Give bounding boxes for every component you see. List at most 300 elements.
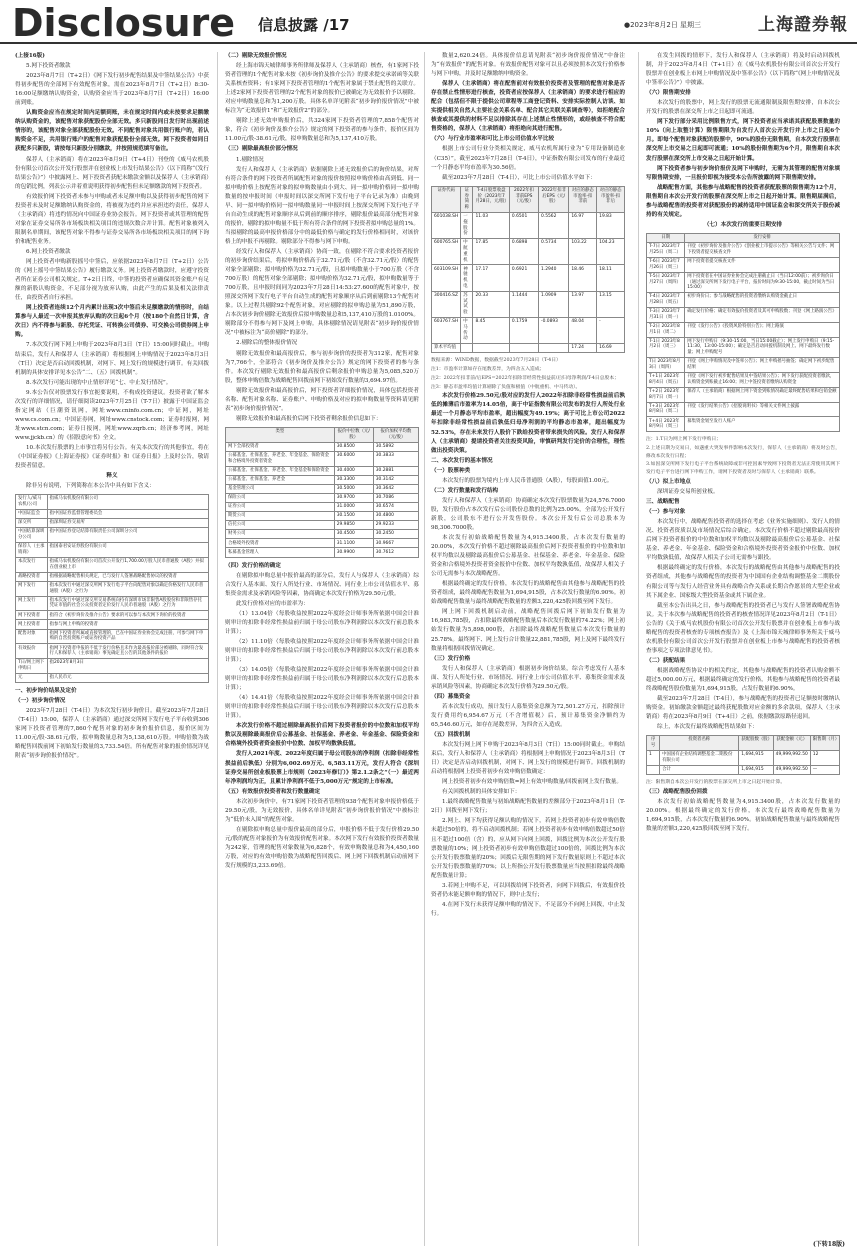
table-cell: 600765.SH	[432, 239, 461, 265]
table-header-cell: 证券简称	[461, 186, 473, 212]
table-cell: 8.45	[473, 317, 509, 343]
subsection-heading: （三）战略配售股份回拨	[646, 788, 708, 795]
table-cell: 指本次发行中通过深交所交易系统向持有深圳市场非限售A股股份和非限售存托凭证市值的社会公众投资者定价发行人民币普通股（A股）之行为	[47, 596, 208, 611]
table-cell: 1.2940	[539, 265, 569, 291]
paragraph: 战略配售方面，其他参与战略配售的投资者获配股票的限售期为12个月，限售期自本次公开发行的股票在深交所上市之日起开始计算。限售期届满后，参与战略配售的投资者对获配股份的减持适用中国证监会和深交所关于股份减持的有关规定。	[646, 184, 840, 218]
paragraph: （1）13.04倍（每股收益按照2022年度经会计师事务所依据中国会计准则审计的扣除非经常性损益前归属于母公司股东净利润除以本次发行前总股本计算）；	[225, 610, 419, 635]
table-cell	[647, 765, 660, 774]
table-row	[226, 512, 419, 521]
definitions-heading: 释义	[106, 473, 118, 480]
column-4	[646, 52, 840, 1246]
continuation-note: (上接16版)	[15, 53, 45, 59]
table-cell: T+3日 2023年8月8日（周二）	[647, 402, 685, 417]
table-header-cell: 2022年扣非前EPS（元/股）	[509, 186, 538, 212]
table-cell: 公募基金、社保基金、养老金、年金基金、保险资金和合格境外投资者资金	[226, 451, 335, 466]
table-row	[16, 510, 209, 519]
paragraph: 根据上市公司行业分类相关规定，威马农机所属行业为“专用设备制造业（C35）”。截至2023年7月28日（T-4日），中证指数有限公司发布的行业最近一个月静态平均市盈率为30.56倍。	[431, 146, 625, 171]
table-cell: 30.6574	[373, 502, 418, 511]
table-cell: 指2023年8月3日	[47, 659, 208, 674]
table-row	[16, 659, 209, 674]
table-cell: 30.7612	[373, 548, 418, 557]
table-cell: 31.1100	[334, 539, 373, 548]
table-row	[226, 451, 419, 466]
table-cell: 中航重机	[461, 239, 473, 265]
table-note: 注3：静态市盈率均值计算剔除了负值和极值（中航重机、中马传动）。	[431, 384, 581, 390]
table-cell: 保荐人（主承销商）根据网上网下资金到账情况确定最终配售结果和包销金额	[685, 387, 840, 402]
paragraph: 综上，本次发行最终战略配售结果如下：	[657, 724, 758, 731]
table-cell: -0.0893	[539, 317, 569, 343]
table-note: 注2：2022年扣非前/后EPS=2022年扣除非经常性损益前/后归母净利润/T-4日总股本；	[431, 375, 619, 381]
table-cell: 指本次发行中通过深交所网下发行电子平台向配售对象以确定价格发行人民币普通股（A股）之行为	[47, 581, 208, 596]
table-cell: 指人民币元	[47, 673, 208, 682]
table-cell: T-3日 2023年7月31日（周一）	[647, 307, 685, 322]
table-row	[226, 548, 419, 557]
table-cell: 指中国证券监督管理委员会	[47, 510, 208, 519]
table-header-cell: 投资者名称	[660, 736, 739, 751]
paragraph: 1.最终战略配售数量与初始战略配售数量的差额部分于2023年8月1日（T-2日）回拨至网下发行；	[431, 799, 625, 815]
table-cell: 30.2450	[373, 530, 418, 539]
column-divider	[217, 52, 218, 1246]
table-row	[647, 257, 840, 272]
paragraph: 2023年8月7日（T+2日）《网下发行初步配售结果及中签结果公告》中获得初步配售的全部网下有效配售对象，需在2023年8月7日（T+2日）8:30-16:00足额缴纳认购资金，认购资金应当于2023年8月7日（T+2日）16:00前到账。	[15, 73, 209, 107]
table-row	[16, 581, 209, 596]
table-row	[16, 673, 209, 682]
paragraph: 根据最终确定的发行价格，本次发行的战略配售由其他参与战略配售的投资者组成，最终战略配售数量为1,694,915股，占本次发行数量的6.90%。初始战略配售数量与最终战略配售数量的差额3,220,425股回拨至网下发行。	[431, 581, 625, 606]
table-row	[16, 519, 209, 528]
paragraph: 若本次发行成功，预计发行人募集资金总额为72,501.27万元，扣除预计发行费用约6,954.67万元（不含增值税）后，预计募集资金净额约为65,546.60万元，如存在尾数差异，为四舍五入造成。	[431, 703, 625, 728]
subsection-heading: （八）拟上市地点	[646, 479, 691, 485]
table-row	[226, 502, 419, 511]
table-cell: 16.69	[597, 344, 625, 353]
table-row	[16, 644, 209, 659]
paragraph: 网下发行部分采用比例限售方式，网下投资者应当承诺其获配股票数量的10%（向上取整计算）限售期限为自发行人首次公开发行并上市之日起6个月。即每个配售对象获配的股票中，90%的股份无限售期，自本次发行股票在深交所上市交易之日起即可流通；10%的股份限售期为6个月，限售期自本次发行股票在深交所上市交易之日起开始计算。	[646, 119, 840, 162]
table-header-cell: 序号	[647, 736, 660, 751]
table-cell: 30.5000	[334, 484, 373, 493]
table-cell: 指根据战略配售相关规定，已与发行人签署战略配售协议的投资者	[47, 572, 208, 581]
table-row	[226, 539, 419, 548]
table-row	[432, 291, 625, 317]
paragraph: 本次发行中，战略配售投资者的选择在考虑《业务实施细则》、发行人的情况、投资者资质以及市场情况后综合确定。本次发行价格不超过剔除最高报价后网下投资者报价的中位数和加权平均数以及剔除最高报价后公募基金、社保基金、养老金、年金基金、保险资金和合格境外投资者资金报价中位数、加权平均数孰低值，故保荐人相关子公司无需参与跟投。	[646, 519, 840, 562]
table-cell: T-2日 2023年8月1日（周二）	[647, 322, 685, 337]
table-cell: 网下发行	[16, 581, 48, 596]
table-cell	[461, 344, 473, 353]
table-cell: 网下发行申购日（9:30-15:00，当日15:00截止）；网上发行申购日（9:15-11:30，13:00-15:00）；确定是否启动回拨机制及网上、网下最终发行数量；网上申购配号	[685, 337, 840, 358]
table-cell: 30.3642	[373, 484, 418, 493]
table-cell: 公募基金、社保基金、养老金、年金基金和保险资金	[226, 466, 335, 475]
table-row	[16, 611, 209, 620]
table-row	[647, 322, 840, 337]
table-cell: T-5日 2023年7月27日（周四）	[647, 272, 685, 293]
table-row	[647, 372, 840, 387]
table-cell: 0.6898	[509, 239, 538, 265]
table-note: 3.如因深交所网下发行电子平台系统故障或非可控因素导致网下投资者无法正常使用其网下发行电子平台进行网下申购工作，请网下投资者及时与保荐人（主承销商）联系。	[646, 462, 840, 476]
table-cell: 刊登《网下发行初步配售结果及中签结果公告》；网下发行获配投资者缴款，认购资金到账截止16:00；网上中签投资者缴纳认购资金	[685, 372, 840, 387]
table-cell: 中国国有企业结构调整基金二期股份有限公司	[660, 751, 739, 766]
paragraph: 本次发行初始战略配售数量为4,915.3400股，占本次发行数量的20.00%，本次发行价格不超过剔除最高报价后网下投资者报价的中位数和加权平均数以及剔除最高报价后公募基金、社保基金、养老金、年金基金、保险资金和合格境外投资者资金报价中位数、加权平均数孰低值，故保荐人相关子公司无需参与本次战略配售。	[431, 535, 625, 578]
paragraph: 6.网上投资者缴款	[26, 248, 71, 255]
paragraph: （4）14.41倍（每股收益按照2022年度经会计师事务所依据中国会计准则审计的扣除非经常性损益后归属于母公司股东净利润除以本次发行后总股本计算）。	[225, 695, 419, 720]
table-row	[226, 530, 419, 539]
table-cell: 1	[647, 751, 660, 766]
subsection-heading: （三）发行价格	[431, 655, 471, 662]
table-cell: 30.9900	[334, 548, 373, 557]
table-row-average	[432, 344, 625, 353]
paragraph: 本次发行价格29.50元/股对应的发行人2022年扣除非经常性损益前后孰低的摊薄后市盈率为14.05倍，高于中证指数有限公司发布的发行人所处行业最近一个月静态平均市盈率，超出幅度为49.19%；高于可比上市公司2022年扣除非经常性损益前后孰低归母净利润的平均静态市盈率，超出幅度为52.53%，存在未来发行人股价下跌给投资者带来损失的风险。发行人和保荐人（主承销商）提请投资者关注投资风险，审慎研判发行定价的合理性，理性做出投资决策。	[431, 393, 625, 454]
table-cell: 网上投资者	[16, 620, 48, 629]
table-cell	[539, 344, 569, 353]
table-cell: 30.6000	[334, 451, 373, 466]
table-cell: 30.9700	[334, 493, 373, 502]
table-row	[16, 495, 209, 510]
table-cell: 指深圳证券交易所	[47, 519, 208, 528]
table-cell: 11.03	[473, 212, 509, 238]
paragraph: 在发生回拨的情形下，发行人和保荐人（主承销商）将及时启动回拨机制，并于2023年8月4日（T+1日）在《威马农机股份有限公司首次公开发行股票并在创业板上市网上申购情况及中签率公告》（以下简称“《网上申购情况及中签率公告》”）中披露。	[646, 53, 840, 87]
table-row	[647, 272, 840, 293]
table-row	[647, 387, 840, 402]
paragraph: 截至2023年7月28日（T-4日），可比上市公司估值水平如下：	[442, 174, 596, 181]
table-cell: 16.97	[569, 212, 597, 238]
definitions-table	[15, 494, 209, 683]
table-cell: 指威马农机股份有限公司首次公开发行1,700.00万股人民币普通股（A股）并拟在创业板上市	[47, 557, 208, 572]
table-cell: 中马传动	[461, 317, 473, 343]
table-cell: 合格境外投资者	[226, 539, 335, 548]
paragraph: 3.若网上申购不足，可以回拨给网下投资者，向网下回拨后，有效报价投资者仍未能足额申购的情况下，则中止发行；	[431, 882, 625, 898]
table-cell: 18.11	[597, 265, 625, 291]
table-cell: 刊登《发行公告》《投资风险特别公告》；网上路演	[685, 322, 840, 337]
table-cell: 证券公司	[226, 502, 335, 511]
table-cell: 30.3300	[334, 475, 373, 484]
table-row	[647, 751, 840, 766]
table-cell: 601038.SH	[432, 212, 461, 238]
table-cell: 期货公司	[226, 512, 335, 521]
paragraph: 9.本公告仅对股票发行事宜扼要说明，不构成投资建议。投资者欲了解本次发行的详细情况，请仔细阅读2023年7月25日（T-7日）披露于中国证监会指定网站（巨潮资讯网，网址www.cninfo.com.cn；中证网，网址www.cs.com.cn；中国证券网，网址www.cnstock.com；证券时报网，网址www.stcn.com；证券日报网，网址www.zqrb.cn；经济参考网，网址www.jjckb.cn）的《招股意向书》全文。	[15, 389, 209, 441]
table-cell: 元	[16, 673, 48, 682]
table-cell: 20.33	[473, 291, 509, 317]
dateline: ●2023年8月2日 星期三	[624, 21, 702, 29]
table-cell: 17.85	[473, 239, 509, 265]
table-cell: 29.9850	[334, 521, 373, 530]
table-cell: 30.2881	[373, 466, 418, 475]
table-cell: 指参与网上申购的投资者	[47, 620, 208, 629]
table-cell: 31.0000	[334, 502, 373, 511]
table-row	[16, 572, 209, 581]
table-row	[647, 293, 840, 308]
section-heading: 三、战略配售	[646, 499, 680, 506]
table-cell: T-4日 2023年7月28日（周五）	[647, 293, 685, 308]
paragraph: 发行人2021年度、2022年度归属于母公司股东的净利润（扣除非经常性损益前后孰低）分别为6,002.69万元、6,583.11万元，发行人符合《深圳证券交易所创业板股票上市规则（2023年修订）》第2.1.2条之“（一）最近两年净利润均为正，且累计净利润不低于5,000万元”规定的上市标准。	[225, 751, 419, 785]
table-cell	[509, 344, 538, 353]
paragraph: 发行人和保荐人（主承销商）根据初步询价结果，综合考虑发行人基本面、发行人所处行业、市场情况、同行业上市公司估值水平、募集资金需求及承销风险等因素，协商确定本次发行价格为29.50元/股。	[431, 665, 625, 690]
table-cell: 603109.SH	[432, 265, 461, 291]
schedule-table	[646, 233, 840, 432]
paragraph: 网上投资者连续12个月内累计出现3次中签后未足额缴款的情形时，自结算参与人最近一次申报其放弃认购的次日起6个月（按180个自然日计算，含次日）内不得参与新股、存托凭证、可转换公司债券、可交换公司债券网上申购。	[15, 305, 209, 339]
table-row	[647, 417, 840, 432]
table-cell: 初步询价日；参与战略配售的投资者缴纳认购资金截止日	[685, 293, 840, 308]
table-cell: 中国结算深圳分公司	[16, 528, 48, 543]
paragraph: 在剔除拟申购总量中报价最高的部分后，申报价格不低于发行价格29.50元/股的配售对象报价为有效报价配售对象。本次网下发行有效报价投资者数量为242家，管理的配售对象数量为6,828个，有效申购数量总和为4,450,160万股，对应的有效申购倍数为战略配售回拨后、网上网下回拨机制启动前网下发行规模的3,233.69倍。	[225, 826, 419, 870]
table-cell: 1.0909	[539, 291, 569, 317]
table-cell: 网下投资者在中国证券业协会完成注册截止日（当日12:00前）；初步询价日（通过深交所网下发行电子平台，报价时间为9:30-15:00，截止时间为当日15:00）	[685, 272, 840, 293]
table-row	[647, 337, 840, 358]
table-header-cell: 对应的静态市盈率-扣非前	[569, 186, 597, 212]
table-cell: 13.15	[597, 291, 625, 317]
table-row	[16, 620, 209, 629]
subsection-heading: （二）发行数量和发行结构	[431, 487, 499, 494]
paragraph: 本次发行初始战略配售数量为4,915.3400股，占本次发行数量的20.00%。根据最终确定的发行价格，本次发行最终战略配售数量为1,694,915股，占本次发行数量的6.90%。初始战略配售数量与最终战略配售数量的差额3,220,425股回拨至网下发行。	[646, 798, 840, 832]
paragraph: （3）14.05倍（每股收益按照2022年度经会计师事务所依据中国会计准则审计的扣除非经常性损益前归属于母公司股东净利润除以本次发行后总股本计算）；	[225, 667, 419, 692]
table-cell: 战略投资者	[16, 572, 48, 581]
table-row	[647, 242, 840, 257]
table-row	[647, 358, 840, 373]
table-row	[432, 317, 625, 343]
table-cell: 18.46	[569, 265, 597, 291]
table-cell: 103.22	[569, 239, 597, 265]
table-cell: 私募基金管理人	[226, 548, 335, 557]
table-cell: 13.97	[569, 291, 597, 317]
paragraph: 有关回拨机制的具体安排如下：	[442, 789, 521, 796]
table-cell: 合计	[660, 765, 739, 774]
table-cell: 指符合《初步询价及推介公告》要求的可以参与本次网下询价的投资者	[47, 611, 208, 620]
table-header-cell: 报价中位数（元/股）	[334, 427, 373, 442]
paragraph: （2）11.10倍（每股收益按照2022年度经会计师事务所依据中国会计准则审计的扣除非经常性损益后归属于母公司股东净利润除以本次发行前总股本计算）；	[225, 638, 419, 663]
table-cell: 49,999,992.50	[773, 765, 810, 774]
comparable-companies-table	[431, 186, 625, 354]
newspaper-logo: 上海證券報	[758, 15, 848, 35]
table-row	[432, 265, 625, 291]
table-cell: T日/网上网下申购日	[16, 659, 48, 674]
paragraph: 网上投资者申购新股摇号中签后，应依据2023年8月7日（T+2日）公告的《网上摇号中签结果公告》履行缴款义务。网上投资者缴款时，应遵守投资者所在证券公司相关规定。T+2日日终，中签的投资者应确保其资金账户有足额的新股认购资金，不足部分视为放弃认购，由此产生的后果及相关法律责任，由投资者自行承担。	[15, 259, 209, 302]
subsection-heading: （六）与行业市盈率和可比上市公司估值水平比较	[431, 136, 555, 143]
table-cell: T+1日 2023年8月4日（周五）	[647, 372, 685, 387]
table-header-cell: 证券代码	[432, 186, 461, 212]
column-3	[431, 52, 625, 1246]
table-row	[226, 484, 419, 493]
table-row	[647, 765, 840, 774]
table-note: 注：限售期自本次公开发行的股票在深交所上市之日起开始计算。	[646, 779, 786, 785]
table-cell: 30.9667	[373, 539, 418, 548]
table-note: 注：1.T日为网上网下发行申购日；	[646, 437, 721, 443]
paragraph: 除非另有说明，下列简称在本公告中具有如下含义：	[26, 483, 155, 490]
subsection-heading: （三）剔除最高报价部分情况	[225, 146, 298, 153]
table-cell: 神驰机电	[461, 265, 473, 291]
table-cell: 17.17	[473, 265, 509, 291]
table-cell: 48.04	[569, 317, 597, 343]
subsection-heading: （四）募集资金	[431, 693, 471, 700]
paragraph: 剔除无效报价和最高报价后，参与初步询价的投资者为312家，配售对象为7,766个，全部符合《初步询价及推介公告》规定的网下投资者的参与条件。本次发行剔除无效报价和最高报价后剩余报价申购总量为5,085,520万股，整体申购倍数为战略配售回拨前网下初始发行数量的3,694.97倍。	[225, 350, 419, 384]
table-header-cell: 日期	[647, 233, 685, 242]
table-cell: —	[810, 765, 839, 774]
table-cell: 一拖股份	[461, 212, 473, 238]
paragraph: 在剔除拟申购总量中报价最高的部分后，发行人与保荐人（主承销商）综合发行人基本面、发行人所处行业、市场情况、同行业上市公司估值水平、募集资金需求及承销风险等因素，协商确定本次发行价格为29.50元/股。	[225, 572, 419, 597]
table-row	[226, 521, 419, 530]
paragraph: 网上投资者初步有效申购倍数=网上有效申购数量/回拨前网上发行数量。	[442, 779, 622, 786]
table-cell: 0.6501	[509, 212, 538, 238]
section-heading: 二、本次发行的基本情况	[431, 457, 493, 464]
table-cell: 公募基金、社保基金、养老金	[226, 475, 335, 484]
table-cell	[473, 344, 509, 353]
table-header-cell: 类型	[226, 427, 335, 442]
table-cell: 30.8500	[334, 442, 373, 451]
table-cell: 指国泰君安证券股份有限公司	[47, 543, 208, 558]
subsection-heading: （一）参与对象	[646, 509, 686, 516]
table-row	[226, 466, 419, 475]
table-row	[16, 629, 209, 644]
table-cell: 30.1500	[334, 512, 373, 521]
paragraph: 本次发行网上网下申购于2023年8月3日（T日）15:00同时截止。申购结束后，发行人和保荐人（主承销商）将根据网上申购情况于2023年8月3日（T日）决定是否启动回拨机制，对网下、网上发行的规模进行调节。回拨机制的启动将根据网上投资者初步有效申购倍数确定：	[431, 742, 625, 776]
table-cell: 苏试试验	[461, 291, 473, 317]
table-cell: 指中国证券登记结算有限责任公司深圳分公司	[47, 528, 208, 543]
table-row	[226, 442, 419, 451]
paragraph: 网下投资者参与初步询价报价及网下申购时，无需为其管理的配售对象填写限售期安排，一旦报价即视为接受本公告所披露的网下限售期安排。	[646, 165, 840, 181]
table-row	[226, 493, 419, 502]
paragraph: 本次发行的股票为境内上市人民币普通股（A股），每股面值1.00元。	[442, 477, 613, 484]
paragraph: 根据最终确定的发行价格，本次发行的战略配售由其他参与战略配售的投资者组成，其他参与战略配售的投资者为中国国有企业结构调整基金二期股份有限公司等与发行人经营业务具有战略合作关系或长期合作愿景的大型企业或其下属企业、国家级大型投资基金或其下属企业。	[646, 565, 840, 599]
table-cell: 603767.SH	[432, 317, 461, 343]
table-header-cell: 对应的静态市盈率-扣非后	[597, 186, 625, 212]
table-cell: T日 2023年8月3日（周四）	[647, 358, 685, 373]
table-row	[16, 528, 209, 543]
table-cell: 刊登《发行结果公告》《招股说明书》等相关文件网上披露	[685, 402, 840, 417]
paragraph: 剔除上述无效申购报价后，共324家网下投资者管理的7,858个配售对象，符合《初步询价及推介公告》规定的网下投资者的参与条件，报价区间为11.00元/股-38.61元/股，拟申购数量总和为5,137,410万股。	[225, 118, 419, 143]
paragraph: 有效报价网下投资者未参与申购或者未足额申购以及获得初步配售的网下投资者未及时足额缴纳认购资金的，将被视为违约并应承担违约责任，保荐人（主承销商）将违约情况向中国证券业协会报告。网下投资者或其管理的配售对象在证券交易所各市场板块相关项目的违规次数合并计算。配售对象被列入限制名单期间，该配售对象不得参与证券交易所各市场板块相关项目的网下询价和配售业务。	[15, 193, 209, 245]
paragraph: 截至本公告出具之日，参与战略配售的投资者已与发行人签署战略配售协议。关于本次参与战略配售的投资者的核查情况详见2023年8月2日（T-1日）公告的《关于威马农机股份有限公司首次公开发行股票并在创业板上市参与战略配售的投资者核查的专项核查报告》及《上海市锦天城律师事务所关于威马农机股份有限公司首次公开发行股票并在创业板上市参与战略配售的投资者核查事项之专项法律意见书》。	[646, 602, 840, 654]
table-cell: 0.5734	[539, 239, 569, 265]
table-cell: 深交所	[16, 519, 48, 528]
table-cell: 网上发行	[16, 596, 48, 611]
table-note: 2.上述日期为交易日，如遇重大突发事件影响本次发行，保荐人（主承销商）将及时公告，修改本次发行日程；	[646, 445, 840, 459]
table-header-cell: 2022年扣非后EPS（元/股）	[539, 186, 569, 212]
table-cell: 发行人/威马农机/公司	[16, 495, 48, 510]
paragraph: 剔除无效报价和最高报价后网下投资者剩余报价信息如下：	[236, 415, 382, 422]
table-cell: T+2日 2023年8月7日（周一）	[647, 387, 685, 402]
table-cell: 30.4500	[334, 530, 373, 539]
table-header-cell: T-4日股票收盘价（2023年7月28日，元/股）	[473, 186, 509, 212]
table-cell: T-6日 2023年7月26日（周三）	[647, 257, 685, 272]
table-header-cell: 发行安排	[685, 233, 840, 242]
table-cell: 财务公司	[226, 530, 335, 539]
table-cell: 有效报价	[16, 644, 48, 659]
table-header-cell: 获配金额（元）	[773, 736, 810, 751]
table-row	[647, 307, 840, 322]
subsection-heading: （四）发行价格的确定	[225, 562, 281, 569]
table-cell: 募集资金划至发行人账户	[685, 417, 840, 432]
table-row	[432, 212, 625, 238]
table-header-cell: 获配股数（股）	[739, 736, 773, 751]
table-cell: 刊登《网上申购情况及中签率公告》；网上申购摇号抽签；确定网下初步配售结果	[685, 358, 840, 373]
table-cell: 本次发行	[16, 557, 48, 572]
table-cell: 信托公司	[226, 521, 335, 530]
table-cell: 指网下投资者申报的不低于发行价格且未作为最高报价部分被剔除，同时符合发行人和保荐人（主承销商）事先确定且公告的其他条件的报价	[47, 644, 208, 659]
paragraph: 1.剔除情况	[236, 156, 264, 163]
table-note: 注1：市盈率计算如存在尾数差异，为四舍五入造成；	[431, 367, 545, 373]
paragraph: 2023年7月28日（T-4日）为本次发行初步询价日。截至2023年7月28日（T-4日）15:00，保荐人（主承销商）通过深交所网下发行电子平台收到306家网下投资者管理的7,860个配售对象的初步询价报价信息，报价区间为11.00元/股-38.61元/股，拟申购数量总和为5,138,610万股。申购倍数为战略配售回拨前网下初始发行数量的3,733.54倍。所有配售对象的报价情况详见附表“初步询价报价情况”。	[15, 708, 209, 760]
subsection-heading: （一）股票种类	[431, 467, 471, 474]
table-row	[16, 596, 209, 611]
subsection-heading: （五）有效报价投资者和发行数量确定	[225, 788, 321, 795]
paragraph: 发行人和保荐人（主承销商）协商确定本次发行股票数量为24,576.7000股，发行股份占本次发行后公司股份总数的比例为25.00%，全部为公开发行新股，公司股东不进行公开发售股份。本次公开发行后公司总股本为98,306.7000股。	[431, 497, 625, 531]
table-cell: 网下投资者提交核查文件	[685, 257, 840, 272]
table-cell: -	[597, 317, 625, 343]
paragraph: 2.网上、网下均获得足额认购的情况下，若网上投资者初步有效申购倍数未超过50倍的，将不启动回拨机制；若网上投资者初步有效申购倍数超过50倍且不超过100倍（含）的，应从网下向网上回拨，回拨比例为本次公开发行股票数量的10%；网上投资者初步有效申购倍数超过100倍的，回拨比例为本次公开发行股票数量的20%；回拨后无限售期的网下发行数量原则上不超过本次公开发行股票数量的70%；以上所指公开发行股票数量应当按照扣除最终战略配售数量计算；	[431, 818, 625, 879]
table-cell: 104.23	[597, 239, 625, 265]
table-cell: 网下投资者	[16, 611, 48, 620]
table-row	[226, 475, 419, 484]
paragraph: 7.本次发行网下网上申购于2023年8月3日（T日）15:00同时截止。申购结束后，发行人和保荐人（主承销商）将根据网上申购情况于2023年8月3日（T日）决定是否启动回拨机制，对网下、网上发行的规模进行调节。有关回拨机制的具体安排详见本公告“二、（五）回拨机制”。	[15, 342, 209, 376]
table-cell: 30.4800	[373, 512, 418, 521]
table-cell: 19.83	[597, 212, 625, 238]
table-header-cell: 限售期（月）	[810, 736, 839, 751]
table-cell: 17.24	[569, 344, 597, 353]
paragraph: 2.剔除后的整体报价情况	[236, 340, 298, 347]
subsection-heading: （七）本次发行的重要日期安排	[703, 221, 783, 228]
column-divider	[424, 52, 425, 1246]
table-row	[16, 557, 209, 572]
table-cell: 30.7086	[373, 493, 418, 502]
paragraph: 经发行人和保荐人（主承销商）协商一致，在剔除不符合要求投资者报价的初步询价结果后，将拟申购价格高于32.71元/股（不含32.71元/股）的配售对象全部剔除；拟申购价格为32.71元/股，且拟申购数量小于700万股（不含700万股）的配售对象全部剔除；拟申购价格为32.71元/股，拟申购数量等于700万股，且申报时间同为2023年7月28日14:53:27.600的配售对象中，按照深交所网下发行电子平台自动生成的配售对象顺序从后到前剔除13个配售对象。以上过程共剔除92个配售对象，对应剔除的拟申购总量为51,890万股，占本次初步询价剔除无效报价后拟申购数量总和5,137,410万股的1.0100%。剔除部分不得参与网下及网上申购。具体剔除情况请见附表“初步询价报价情况”中被标注为“高价剔除”的部分。	[225, 248, 419, 337]
table-cell: 算术平均值	[432, 344, 461, 353]
paragraph: 本次初步询价中，有71家网下投资者管理的938个配售对象申报价格低于29.50元/股，为无效报价，具体名单详见附表“初步询价报价情况”中被标注为“低价未入围”的配售对象。	[225, 798, 419, 823]
paragraph: 根据战略配售协议中的相关约定，其他参与战略配售的投资者认购金额不超过5,000.00万元，根据最终确定的发行价格，其他参与战略配售的投资者最终战略配售股份数量为1,694,915股，占发行数量的6.90%。	[646, 667, 840, 693]
subsection-heading: （二）获配结果	[646, 657, 686, 664]
paragraph: 保荐人（主承销商）将在配售前对有效报价投资者及管理的配售对象是否存在禁止性情形进行核查，投资者应按保荐人（主承销商）的要求进行相应的配合（包括但不限于提供公司章程等工商登记资料、安排实际控制人访谈、如实提供相关自然人主要社会关系名单、配合其它关联关系调查等），如拒绝配合核查或其提供的材料不足以排除其存在上述禁止性情形的，或经核查不符合配售资格的，保荐人（主承销商）将拒绝向其进行配售。	[431, 81, 625, 133]
paragraph: 10.本次发行股票的上市事宜将另行公告。有关本次发行的其他事宜，将在《中国证券报》《上海证券报》《证券时报》和《证券日报》上及时公告，敬请投资者留意。	[15, 444, 209, 470]
section-heading: 一、初步询价结果及定价	[15, 688, 77, 695]
table-cell: 0.5562	[539, 212, 569, 238]
paragraph: 网上网下回拨机制启动前，战略配售回拨后网下初始发行数量为16,983,785股，占扣除最终战略配售数量后本次发行数量的74.22%；网上初始发行数量为5,898,000股，占扣除最终战略配售数量后本次发行数量的25.78%。最终网下、网上发行合计数量22,881,785股，网上及网下最终发行数量将根据回拨情况确定。	[431, 609, 625, 652]
section-title: 信息披露 /17	[258, 16, 350, 34]
table-header-cell: 报价加权平均数（元/股）	[373, 427, 418, 442]
subsection-heading: （一）初步询价情况	[15, 698, 66, 705]
table-cell: 30.3833	[373, 451, 418, 466]
paragraph: 此发行价格对应的市盈率为：	[236, 600, 309, 607]
table-cell: 0.1759	[509, 317, 538, 343]
table-cell: 30.4000	[334, 466, 373, 475]
paragraph: 5.网下投资者缴款	[26, 63, 71, 70]
paragraph: 经上海市锦天城律师事务所律师及保荐人（主承销商）核查，有1家网下投资者管理的1个配售对象未按《初步询价及推介公告》的要求提交承诺函等关联关系核查资料；有1家网下投资者管理的1个配售对象属于禁止配售的关联方。上述2家网下投资者管理的2个配售对象的报价已被确定为无效报价予以剔除。对应申购数量总和为1,200万股。具体名单详见附表“初步询价报价情况”中被标注为“无效报价1”和“无效报价2”的部分。	[225, 63, 419, 115]
paragraph: 截至2023年7月28日（T-4日），参与战略配售的投资者已足额按时缴纳认购资金。初始缴款金额超过最终获配股数对应金额的多余款项，保荐人（主承销商）将在2023年8月9日（T+4日）之前，依据缴款原路径退回。	[646, 696, 840, 721]
subsection-heading: （二）剔除无效报价情况	[225, 53, 287, 59]
paragraph: 本次发行的股票中，网上发行的股票无流通限制及限售期安排，自本次公开发行的股票在深交所上市之日起即可流通。	[646, 100, 840, 116]
subsection-heading: （五）回拨机制	[431, 732, 471, 738]
section-brand: Disclosure	[12, 1, 236, 45]
table-cell: 12	[810, 751, 839, 766]
table-cell: 基金管理公司	[226, 484, 335, 493]
table-row	[16, 543, 209, 558]
table-cell: 30.3142	[373, 475, 418, 484]
continued-note: (下转18版)	[812, 1241, 845, 1248]
table-cell: 中国证监会	[16, 510, 48, 519]
column-2	[225, 52, 419, 1246]
paragraph: 8.本次发行可能出现的中止情形详见“七、中止发行情况”。	[26, 379, 172, 386]
paragraph: 本次发行价格不超过剔除最高报价后网下投资者报价的中位数和加权平均数以及剔除最高报价后公募基金、社保基金、养老金、年金基金、保险资金和合格境外投资者资金报价中位数、加权平均数孰低值。	[225, 723, 419, 748]
table-cell: T+4日 2023年8月9日（周三）	[647, 417, 685, 432]
allocation-table	[646, 735, 840, 775]
table-row	[647, 402, 840, 417]
table-cell: 指网下投资者所属或直接管理的，已在中国证券业协会完成注册，可参与网下申购的自营投资账户或证券投资产品	[47, 629, 208, 644]
table-cell: 配售对象	[16, 629, 48, 644]
paragraph: 认购资金应当在规定时间内足额到账，未在规定时间内或未按要求足额缴纳认购资金的，该配售对象获配股份全部无效。多只新股同日发行时出现前述情形的，该配售对象全部获配股份无效。不同配售对象共用银行账户的，若认购资金不足，共用银行账户的配售对象获配股份全部无效。网下投资者如同日获配多只新股，请按每只新股分别缴款，并按照规范填写备注。	[15, 110, 209, 153]
paragraph: 数量2,620.24倍。具体报价信息请见附表“初步询价报价情况”中备注为“有效报价”的配售对象。有效报价配售对象可以且必须按照本次发行价格参与网下申购，并及时足额缴纳申购资金。	[431, 53, 625, 78]
table-cell: 300416.SZ	[432, 291, 461, 317]
subsection-heading: （六）限售期安排	[646, 90, 691, 97]
quote-summary-table	[225, 427, 419, 558]
column-divider	[638, 52, 639, 1246]
table-cell: T-1日 2023年8月2日（周三）	[647, 337, 685, 358]
paragraph: 剔除无效报价和最高报价后，网下投资者详细报价情况，具体包括投资者名称、配售对象名称、证券账户、申购价格及对应的拟申购数量等资料请见附表“初步询价报价情况”。	[225, 387, 419, 412]
table-cell: 1.1444	[509, 291, 538, 317]
table-cell: 1,694,915	[739, 765, 773, 774]
table-cell: 29.9233	[373, 521, 418, 530]
